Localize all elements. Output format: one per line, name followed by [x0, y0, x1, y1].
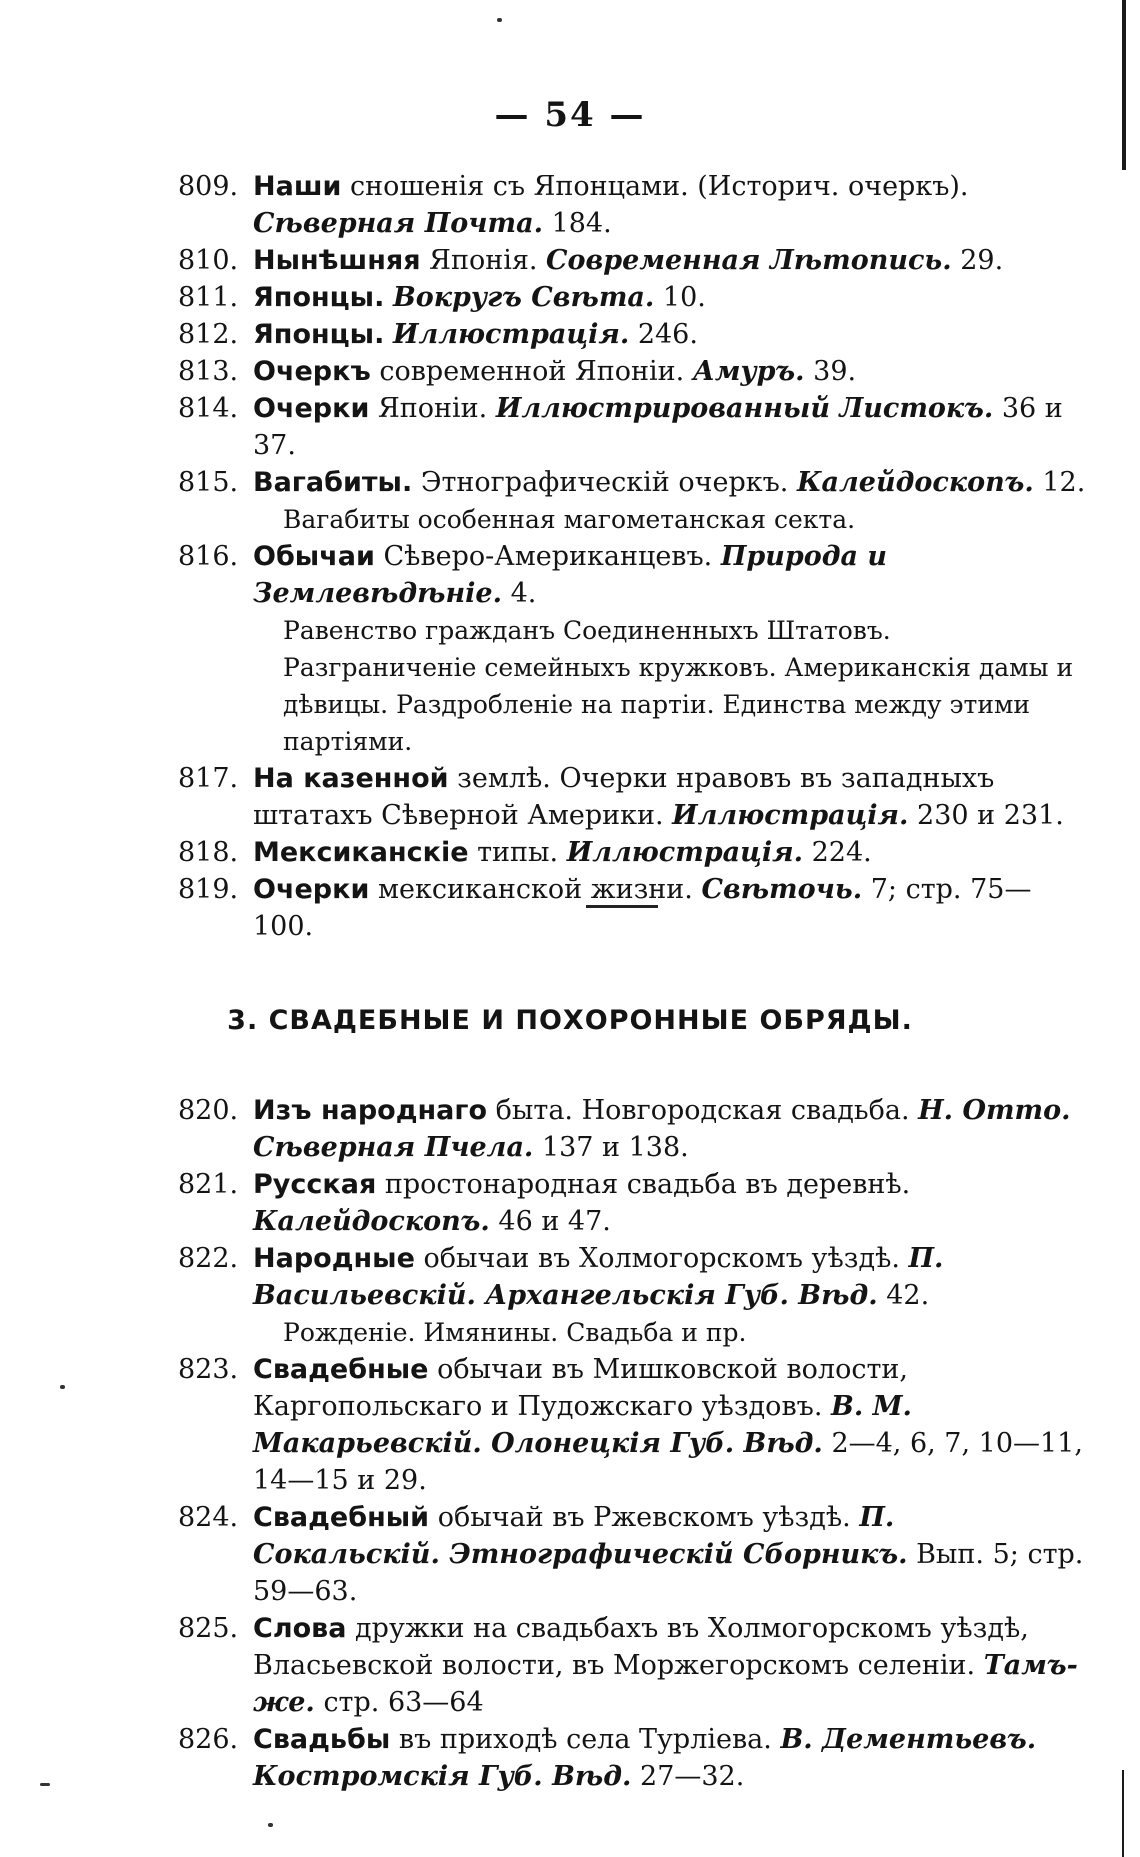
entry-source: Иллюстрированный Листокъ. — [495, 393, 994, 424]
entry-note: Рожденіе. Имянины. Свадьба и пр. — [283, 1318, 747, 1347]
entry-text: обычаи въ Холмогорскомъ уѣздѣ. — [423, 1243, 900, 1274]
bibliography-entry — [178, 316, 1088, 353]
entry-number: 821. — [178, 1169, 239, 1200]
scan-speck — [40, 1783, 50, 1786]
section-title: 3. СВАДЕБНЫЕ И ПОХОРОННЫЕ ОБРЯДЫ. — [227, 1005, 913, 1036]
bibliography-entry — [178, 1610, 1088, 1721]
entry-number: 824. — [178, 1502, 239, 1533]
entry-text: типы. — [477, 837, 559, 868]
entry-source: В. М. Макарьевскій. Олонецкія Губ. Вѣд. — [253, 1391, 912, 1459]
entry-heading: Японцы. — [253, 319, 385, 350]
entry-heading: Свадьбы — [253, 1724, 391, 1755]
entry-source: В. Дементьевъ. Костромскія Губ. Вѣд. — [253, 1724, 1037, 1792]
entry-issue: 230 и 231. — [917, 800, 1064, 831]
entry-number: 818. — [178, 837, 239, 868]
bibliography-entry — [178, 242, 1088, 279]
entry-issue: 7; стр. 75—100. — [253, 874, 1032, 942]
entry-text: Японіи. — [377, 393, 488, 424]
entry-heading: Обычаи — [253, 541, 375, 572]
bibliography-entry — [178, 1092, 1088, 1166]
entry-source: П. Васильевскій. Архангельскія Губ. Вѣд. — [253, 1243, 944, 1311]
entry-issue: 12. — [1042, 467, 1086, 498]
entry-number: 825. — [178, 1613, 239, 1644]
entry-number: 816. — [178, 541, 239, 572]
entry-heading: Народные — [253, 1243, 415, 1274]
bibliography-entry — [178, 760, 1088, 834]
entry-text: въ приходѣ села Турліева. — [398, 1724, 772, 1755]
entry-text: сношенія съ Японцами. (Историч. очеркъ). — [350, 171, 969, 202]
bibliography-entry — [178, 1240, 1088, 1314]
entry-heading: Очерки — [253, 874, 370, 905]
entry-heading: На казенной — [253, 763, 449, 794]
entry-text: землѣ. Очерки нравовъ въ западныхъ штатахъ Сѣверной Америки. — [253, 763, 995, 831]
entry-issue: Вып. 5; стр. 59—63. — [253, 1539, 1084, 1607]
entry-heading: Японцы. — [253, 282, 385, 313]
bibliography-entry — [178, 353, 1088, 390]
entry-source: Амуръ. — [692, 356, 805, 387]
scan-edge-line — [1122, 0, 1126, 170]
entry-number: 822. — [178, 1243, 239, 1274]
entry-heading: Изъ народнаго — [253, 1095, 488, 1126]
entry-issue: 184. — [551, 208, 612, 239]
entry-number: 826. — [178, 1724, 239, 1755]
entry-number: 812. — [178, 319, 239, 350]
bibliography-entry — [178, 538, 1088, 612]
entry-issue: 137 и 138. — [541, 1132, 689, 1163]
scan-speck — [268, 1823, 273, 1827]
bibliography-entry — [178, 464, 1088, 501]
entry-text: современной Японіи. — [379, 356, 685, 387]
entry-number: 814. — [178, 393, 239, 424]
entry-heading: Наши — [253, 171, 342, 202]
entry-heading: Слова — [253, 1613, 347, 1644]
bibliography-entry — [178, 1351, 1088, 1499]
entry-source: Калейдоскопъ. — [253, 1206, 490, 1237]
entry-number: 813. — [178, 356, 239, 387]
entry-issue: стр. 63—64 — [323, 1687, 484, 1718]
entry-number: 820. — [178, 1095, 239, 1126]
bibliography-entry — [178, 834, 1088, 871]
entry-number: 819. — [178, 874, 239, 905]
entry-source: Современная Лѣтопись. — [546, 245, 952, 276]
bibliography-entry — [178, 1721, 1088, 1795]
entry-source: Иллюстрація. — [566, 837, 804, 868]
entry-text: обычаи въ Мишковской волости, Каргопольскаго и Пудожскаго уѣздовъ. — [253, 1354, 908, 1422]
entry-issue: 36 и 37. — [253, 393, 1063, 461]
bibliography-entry — [178, 390, 1088, 464]
entry-source: Вокругъ Свѣта. — [392, 282, 655, 313]
entry-source: П. Сокальскій. Этнографическій Сборникъ. — [253, 1502, 908, 1570]
entry-source: Природа и Землевѣдѣніе. — [253, 541, 888, 609]
bibliography-entry — [178, 1499, 1088, 1610]
entries-list-bottom — [178, 1092, 1088, 1795]
bibliography-entry — [178, 168, 1088, 242]
scan-speck — [497, 18, 502, 22]
entry-number: 823. — [178, 1354, 239, 1385]
entry-heading: Свадебные — [253, 1354, 429, 1385]
entry-text: простонародная свадьба въ деревнѣ. — [384, 1169, 911, 1200]
scan-speck — [60, 1385, 65, 1389]
bibliography-entry — [178, 279, 1088, 316]
page-number: — 54 — — [494, 95, 646, 135]
bibliography-entry — [178, 1166, 1088, 1240]
entry-source: Иллюстрація. — [392, 319, 630, 350]
entry-issue: 27—32. — [640, 1761, 745, 1792]
entry-heading: Очерки — [253, 393, 370, 424]
entry-issue: 42. — [886, 1280, 930, 1311]
entry-source: Свѣточь. — [701, 874, 863, 905]
entry-heading: Нынѣшняя — [253, 245, 421, 276]
section-divider — [586, 905, 658, 908]
entry-text: Японія. — [429, 245, 538, 276]
entry-issue: 29. — [960, 245, 1004, 276]
entry-source: Иллюстрація. — [672, 800, 909, 831]
entry-number: 811. — [178, 282, 239, 313]
entry-heading: Русская — [253, 1169, 377, 1200]
entry-issue: 46 и 47. — [498, 1206, 611, 1237]
entry-heading: Вагабиты. — [253, 467, 413, 498]
bibliography-entry — [178, 871, 1088, 945]
entry-heading: Очеркъ — [253, 356, 371, 387]
entry-issue: 2—4, 6, 7, 10—11, 14—15 и 29. — [253, 1428, 1083, 1496]
entry-issue: 39. — [813, 356, 857, 387]
entry-issue: 224. — [811, 837, 872, 868]
entry-issue: 4. — [510, 578, 537, 609]
entry-heading: Мексиканскіе — [253, 837, 469, 868]
entry-issue: 246. — [637, 319, 698, 350]
entry-number: 815. — [178, 467, 239, 498]
entry-source: Сѣверная Почта. — [253, 208, 543, 239]
entries-list-top — [178, 168, 1088, 945]
entry-source: Н. Отто. Сѣверная Пчела. — [253, 1095, 1071, 1163]
entry-source: Калейдоскопъ. — [796, 467, 1034, 498]
entry-text: быта. Новгородская свадьба. — [495, 1095, 910, 1126]
entry-text: дружки на свадьбахъ въ Холмогорскомъ уѣздѣ, Власьевской волости, въ Моржегорскомъ селеніи. — [253, 1613, 1029, 1681]
entry-note: Равенство гражданъ Соединенныхъ Штатовъ. Разграниченіе семейныхъ кружковъ. Американскія дамы и дѣвицы. Раздробленіе на партіи. Единства между этими партіями. — [283, 616, 1074, 756]
entry-number: 810. — [178, 245, 239, 276]
entry-heading: Свадебный — [253, 1502, 430, 1533]
entry-issue: 10. — [662, 282, 706, 313]
scan-edge-line-lower — [1122, 1770, 1124, 1857]
entry-text: обычай въ Ржевскомъ уѣздѣ. — [437, 1502, 851, 1533]
entry-number: 809. — [178, 171, 239, 202]
entry-text: мексиканской жизни. — [377, 874, 693, 905]
entry-note: Вагабиты особенная магометанская секта. — [283, 505, 856, 534]
entry-text: Этнографическій очеркъ. — [420, 467, 789, 498]
entry-source: Тамъ-же. — [253, 1650, 1078, 1718]
entry-text: Сѣверо-Американцевъ. — [383, 541, 713, 572]
entry-number: 817. — [178, 763, 239, 794]
